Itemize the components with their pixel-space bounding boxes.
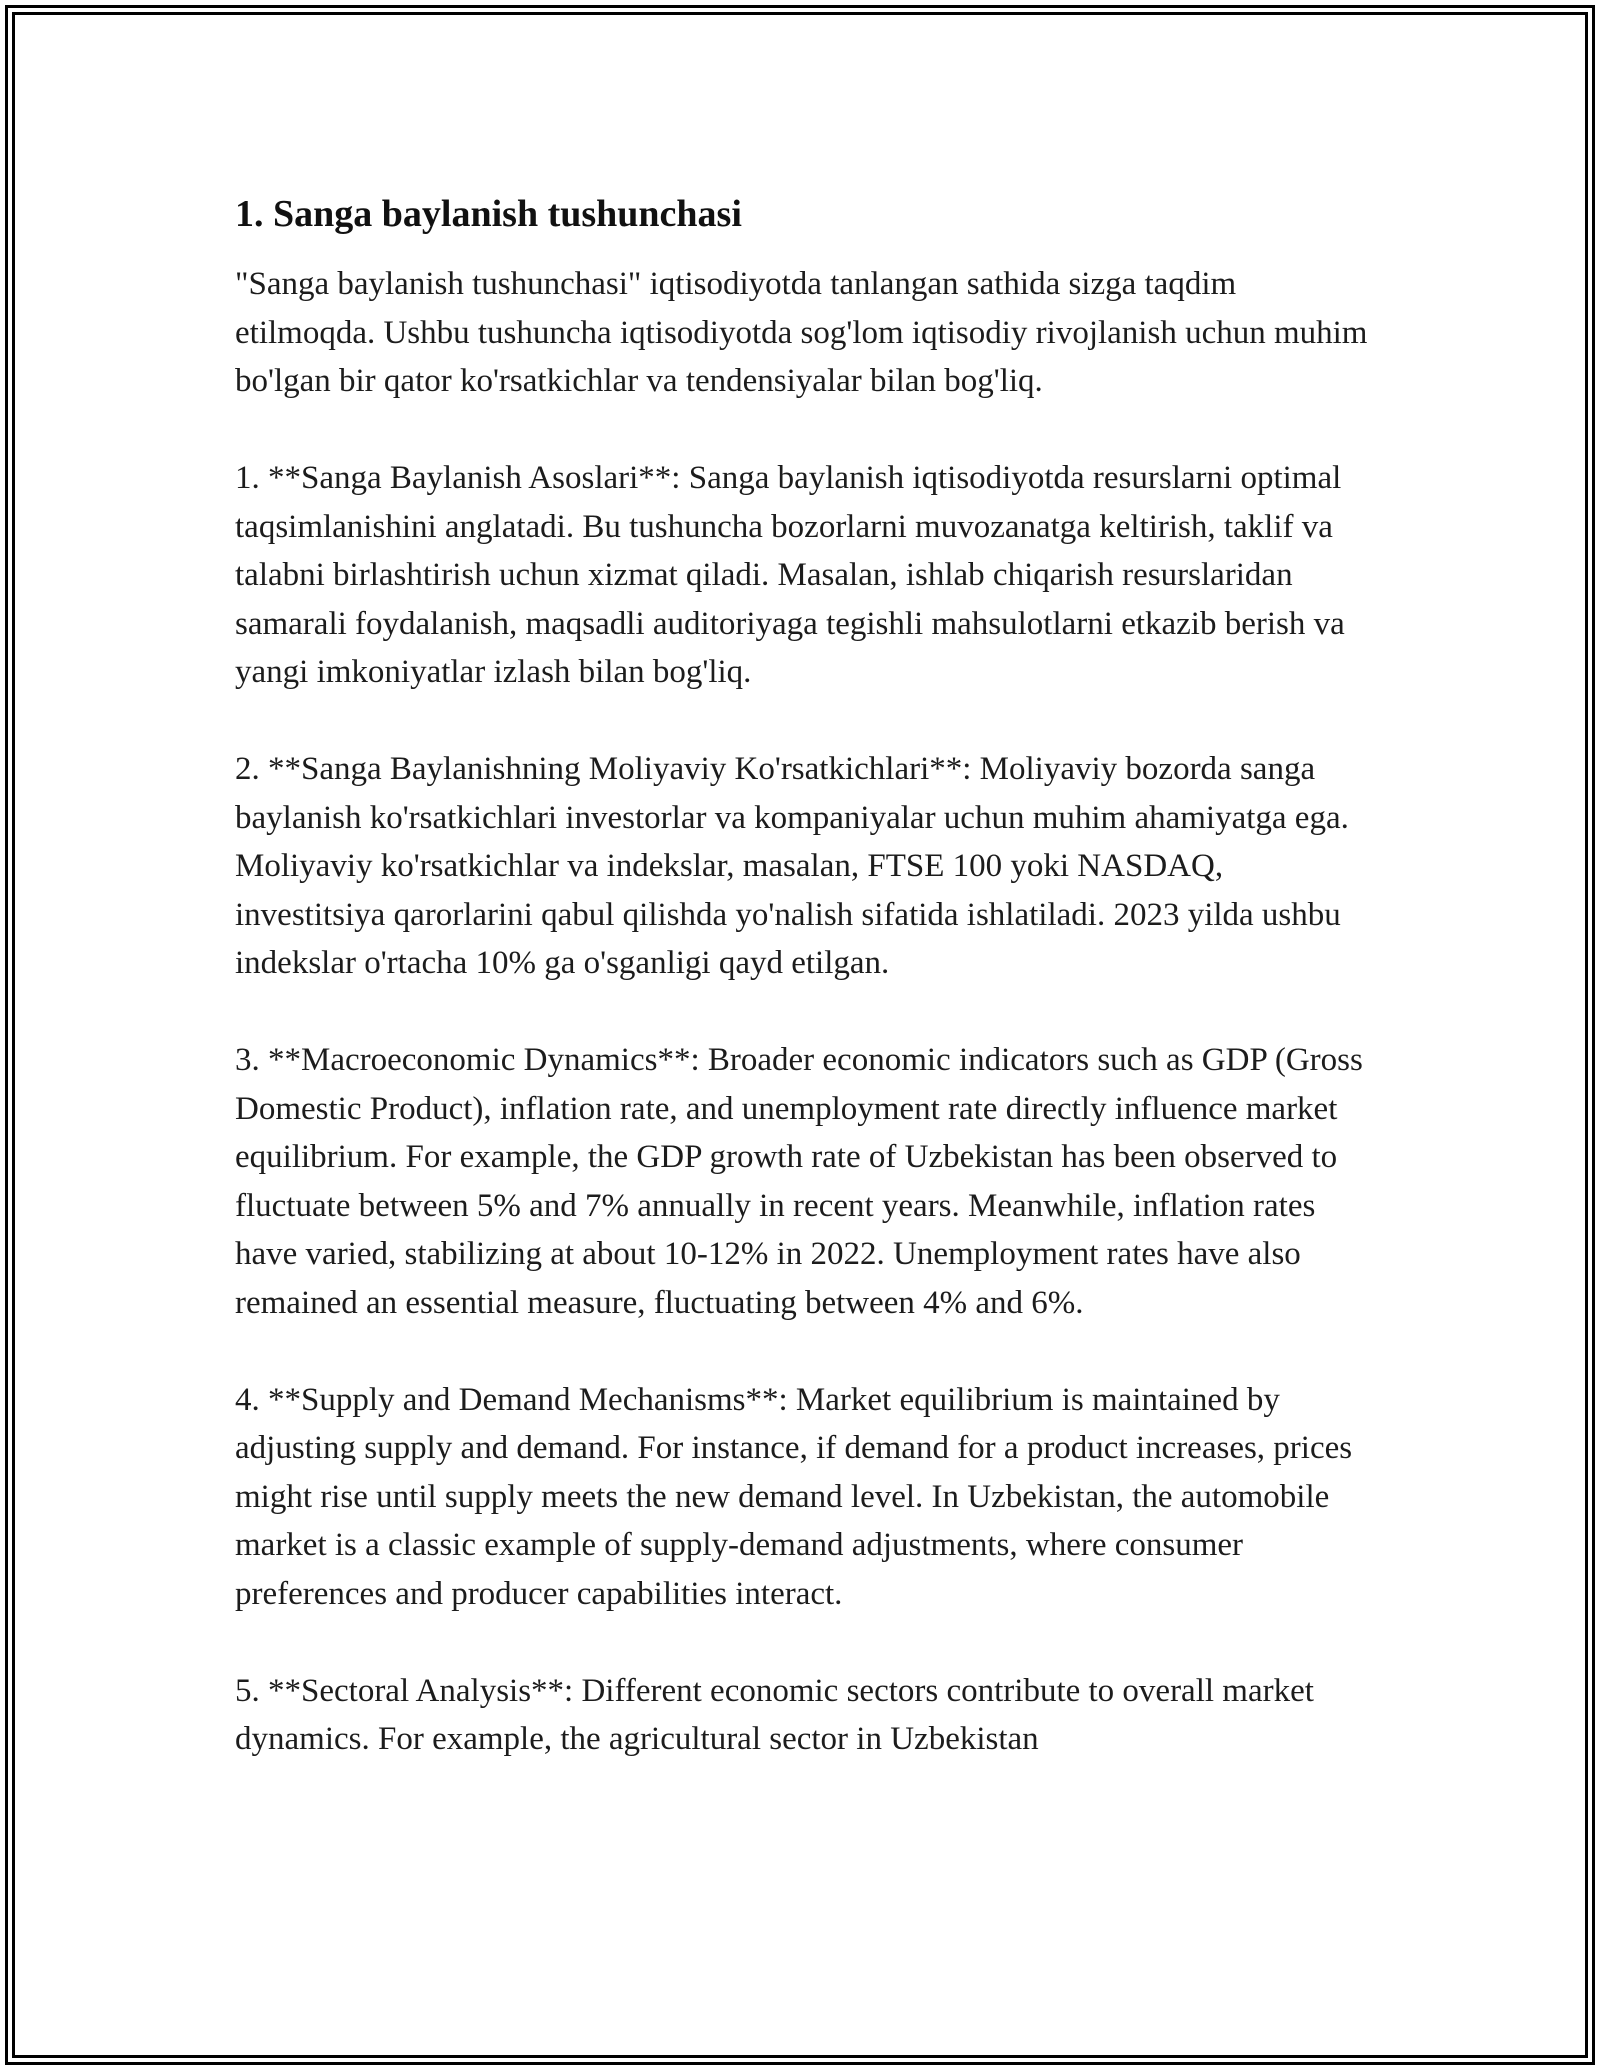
paragraph-sanga-baylanish-asoslari: 1. **Sanga Baylanish Asoslari**: Sanga baylanish iqtisodiyotda resurslarni optimal taqsimlanishini anglatadi. Bu tushuncha bozorlarni muvozanatga keltirish, taklif va talabni birlashtirish uchun xizmat qiladi. Masalan, ishlab chiqarish resurslaridan samarali foydalanish, maqsadli auditoriyaga tegishli mahsulotlarni etkazib berish va yangi imkoniyatlar izlash bilan bog'liq. (235, 460, 1345, 690)
paragraph-macroeconomic-dynamics: 3. **Macroeconomic Dynamics**: Broader economic indicators such as GDP (Gross Domestic Product), inflation rate, and unemployment rate directly influence market equilibrium. For example, the GDP growth rate of Uzbekistan has been observed to fluctuate between 5% and 7% annually in recent years. Meanwhile, inflation rates have varied, stabilizing at about 10-12% in 2022. Unemployment rates have also remained an essential measure, fluctuating between 4% and 6%. (235, 1042, 1363, 1321)
paragraph-moliyaviy-korsatkichlar: 2. **Sanga Baylanishning Moliyaviy Ko'rsatkichlari**: Moliyaviy bozorda sanga baylanish ko'rsatkichlari investorlar va kompaniyalar uchun muhim ahamiyatga ega. Moliyaviy ko'rsatkichlar va indekslar, masalan, FTSE 100 yoki NASDAQ, investitsiya qarorlarini qabul qilishda yo'nalish sifatida ishlatiladi. 2023 yilda ushbu indekslar o'rtacha 10% ga o'sganligi qayd etilgan. (235, 751, 1349, 981)
paragraph-sectoral-analysis: 5. **Sectoral Analysis**: Different economic sectors contribute to overall market dynamics. For example, the agricultural sector in Uzbekistan (235, 1672, 1314, 1757)
section-heading: 1. Sanga baylanish tushunchasi (235, 193, 742, 235)
intro-paragraph: "Sanga baylanish tushunchasi" iqtisodiyotda tanlangan sathida sizga taqdim etilmoqda. Ushbu tushuncha iqtisodiyotda sog'lom iqtisodiy rivojlanish uchun muhim bo'lgan bir qator ko'rsatkichlar va tendensiyalar bilan bog'liq. (235, 266, 1368, 399)
paragraph-supply-demand: 4. **Supply and Demand Mechanisms**: Market equilibrium is maintained by adjusting supply and demand. For instance, if demand for a product increases, prices might rise until supply meets the new demand level. In Uzbekistan, the automobile market is a classic example of supply-demand adjustments, where consumer preferences and producer capabilities interact. (235, 1381, 1353, 1612)
document-body (235, 188, 1370, 1812)
